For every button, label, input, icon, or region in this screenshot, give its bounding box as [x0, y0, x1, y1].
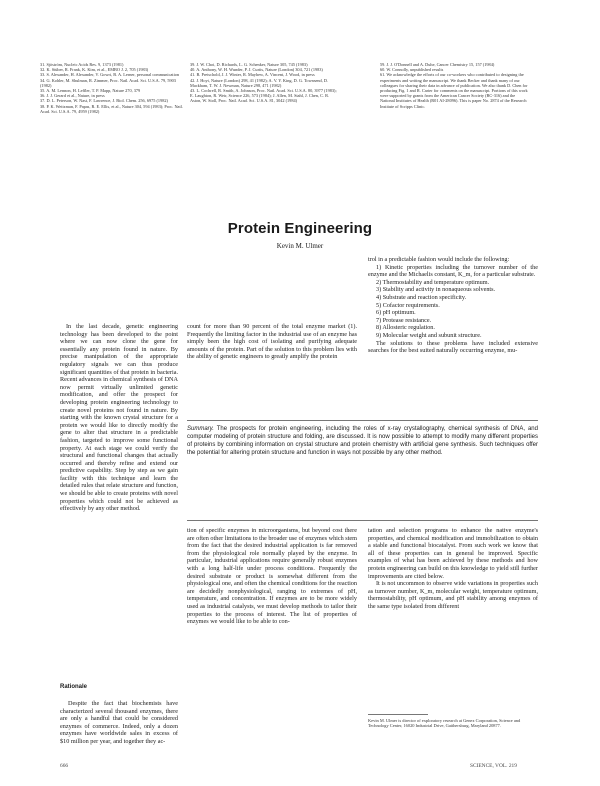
reference-item: 32. K. Stüber, R. Frank, K. Kim, et al., EMBO J. 2, 705 (1983) [40, 67, 149, 73]
list-item: 1) Kinetic properties including the turnover number of the enzyme and the Michaelis constant, K_m, for a particular substrate. [368, 263, 538, 279]
list-item: 9) Molecular weight and subunit structure. [376, 331, 482, 339]
list-item: 4) Substrate and reaction specificity. [376, 293, 467, 301]
reference-item: 42. J. Hoyt, Nature (London) 298, 41 (1982); A. V. Y. King, D. G. Townsend, D. Mackham, T. W. J. Newman, Nature 298, 471 (1982) [190, 77, 329, 88]
references-column-3 [380, 62, 530, 109]
column-3-intro: trol in a predictable fashion would include the following: [368, 256, 510, 263]
column-2-top-paragraph: count for more than 90 percent of the total enzyme market (1). Frequently the limiting factor in the industrial use of an enzyme has simply been the high cost of isolating and purifying adequate amounts of the protein. Part of the solution to this problem lies with the ability of genetic engineers to greatly amplify the protein [187, 323, 357, 361]
column-2-bottom [187, 527, 357, 626]
reference-item: 60. W. Connolly, unpublished results [380, 67, 444, 73]
list-item: 7) Protease resistance. [376, 316, 432, 324]
property-list [368, 264, 538, 340]
column-3-bottom-paragraph-2: It is not uncommon to observe wide variations in properties such as turnover number, K_m, molecular weight, temperature optimum, thermostability, pH optimum, and pH stability among enzymes of the same type isolated from different [368, 580, 538, 610]
intro-column [60, 323, 178, 513]
reference-item: 35. A. M. Lennon, H. Leffler, T. P. Mapp, Nature 270, 379 [40, 88, 141, 94]
reference-item: 37. D. L. Peterson, W. Nast, F. Lawrence, J. Biol. Chem. 256, 6975 (1982) [40, 98, 168, 104]
list-item: 3) Stability and activity in nonaqueous solvents. [376, 286, 496, 294]
list-item: 8) Allosteric regulation. [376, 324, 435, 332]
rationale-paragraph: Despite the fact that biochemists have characterized several thousand enzymes, there are only a handful that could be considered enzymes of commerce. Indeed, only a dozen enzymes have worldwide sales in excess of $10 million per year, and together they ac- [60, 700, 178, 745]
references-column-2 [190, 62, 340, 104]
reference-item: 43. L. Cochrell, R. Smith, A. Johnson, Proc. Natl. Acad. Sci. U.S.A. 80, 3977 (1983); E. Laughton, R. Weir, Science 226, 573 (1984); J. Allen, M. Stahl, J. Chen, C. R. Aston, W. Stoll, Proc. Natl. Acad. Sci. U.S.A. 81, 3042 (1984) [190, 88, 337, 104]
summary-bottom-rule [187, 520, 538, 521]
column-3-top [368, 256, 538, 355]
references-column-1 [40, 62, 185, 114]
rationale-column [60, 700, 178, 746]
column-3-bottom-paragraph: tation and selection programs to enhance the native enzyme's properties, and chemical modification and immobilization to obtain a stable and functional biocatalyst. From such work we know that all of these properties can in general be improved. Specific examples of what has been achieved by these methods and how protein engineering can build on this knowledge to yield still further improvements are cited below. [368, 527, 538, 580]
intro-paragraph: In the last decade, genetic engineering technology has been developed to the point where we can now clone the gene for essentially any protein found in nature. By precise manipulation of the appropriate regulatory signals we can thus produce significant quantities of that protein in bacteria. Recent advances in chemical synthesis of DNA now permit virtually unlimited genetic modification, and offer the prospect for developing protein engineering technology to create novel proteins not found in nature. By starting with the known crystal structure for a protein we would like to directly modify the gene to alter that structure in a predictable fashion, targeted to improve some functional property. At each stage we could verify the structural and functional changes that actually occurred and thereby refine and extend our predictive capability. Step by step as we gain facility with this technique and learn the detailed rules that relate structure and function, we should be able to create proteins with novel properties which could not be achieved as effectively by any other method. [60, 323, 178, 513]
reference-item: 38. P. K. Weitzman, F. Papas, R. E. Ellis, et al., Nature 304, 594 (1983); Proc. Natl. Acad. Sci. U.S.A. 79, 4959 (1982) [40, 103, 183, 114]
list-item: 5) Cofactor requirements. [376, 301, 440, 309]
reference-item: 34. G. Kohler, M. Shulman, R. Zimmer, Proc. Natl. Acad. Sci. U.S.A. 79, 5903 (1982) [40, 77, 176, 88]
article-author: Kevin M. Ulmer [276, 242, 324, 250]
summary-label: Summary. [187, 426, 214, 432]
reference-item: 59. J. J. O'Donnell and A. Duhe, Cancer Chemistry 15, 157 (1984) [380, 62, 495, 67]
reference-item: 36. J. J. Gerard et al., Nature, in press [40, 93, 105, 99]
summary-text: The prospects for protein engineering, including the roles of x-ray crystallography, chemical synthesis of DNA, and computer modeling of protein structure and folding, are discussed. It is now possible to attempt to modify many different properties of proteins by combining information on crystal structure and protein chemistry with artificial gene synthesis. Such techniques offer the potential for altering protein structure and function in ways not possible by any other method. [187, 426, 538, 457]
page-number: 666 [60, 763, 69, 769]
column-2-top [187, 323, 357, 361]
journal-footer: SCIENCE, VOL. 219 [470, 763, 517, 769]
reference-item: 41. B. Pretschold, J. J. Winter, R. Mayhew, A. Vincent, J. Wood, in press [190, 72, 315, 78]
summary-block [187, 425, 538, 457]
summary-top-rule [187, 420, 538, 421]
column-3-paragraph: The solutions to these problems have included extensive searches for the best suited naturally occurring enzyme, mu- [368, 339, 538, 355]
column-3-bottom [368, 527, 538, 611]
list-item: 2) Thermostability and temperature optimum. [376, 278, 490, 286]
section-heading-rationale: Rationale [60, 684, 88, 690]
reference-item: 33. S. Alexander, H. Alexander, V. Gowri, B. A. Lerner, personal communication [40, 72, 180, 78]
reference-item: 39. J. W. Choi, D. Richards, L. G. Schenker, Nature 305, 745 (1983) [190, 62, 308, 67]
author-affiliation: Kevin M. Ulmer is director of exploratory research at Genex Corporation, Science and Technology Center, 16020 Industrial Drive, Gaithersburg, Maryland 20877. [368, 718, 521, 729]
affiliation-rule [368, 714, 428, 715]
reference-item: 61. We acknowledge the efforts of our co-workers who contributed to designing the experiments and writing the manuscript. We thank Becker and thank many of our colleagues for sharing their data in advance of publication. We also thank D. Chen for producing Fig. 1 and R. Carter for comments on the manuscript. Portions of this work were supported by grants from the American Cancer Society (BC-316) and the National Institutes of Health (R01 AI-28096). This is paper No. 2874 of the Research Institute of Scripps Clinic. [380, 72, 528, 109]
reference-item: 31. Sjöström, Nucleic Acids Res. 9, 1373 (1981) [40, 62, 124, 67]
reference-item: 40. A. Anthony, W. H. Wunder, P. J. Curtis, Nature (London) 304, 721 (1983) [190, 67, 323, 73]
column-2-bottom-paragraph: tion of specific enzymes in microorganisms, but beyond cost there are often other limitations to the broader use of enzymes which stem from the fact that the desired industrial application is far removed from the physiological role normally played by the enzyme. In particular, industrial applications require generally robust enzymes with a long half-life under process conditions. Frequently the desired substrate or product is somewhat different from the physiological one, and often the chemical conditions for the reaction are decidedly nonphysiological, ranging to extremes of pH, temperature, and concentration. If enzymes are to be more widely used as industrial catalysts, we must develop methods to tailor their properties to the process of interest. The list of properties of enzymes we would like to be able to con- [187, 527, 357, 626]
list-item: 6) pH optimum. [376, 309, 416, 317]
article-title: Protein Engineering [227, 220, 373, 237]
